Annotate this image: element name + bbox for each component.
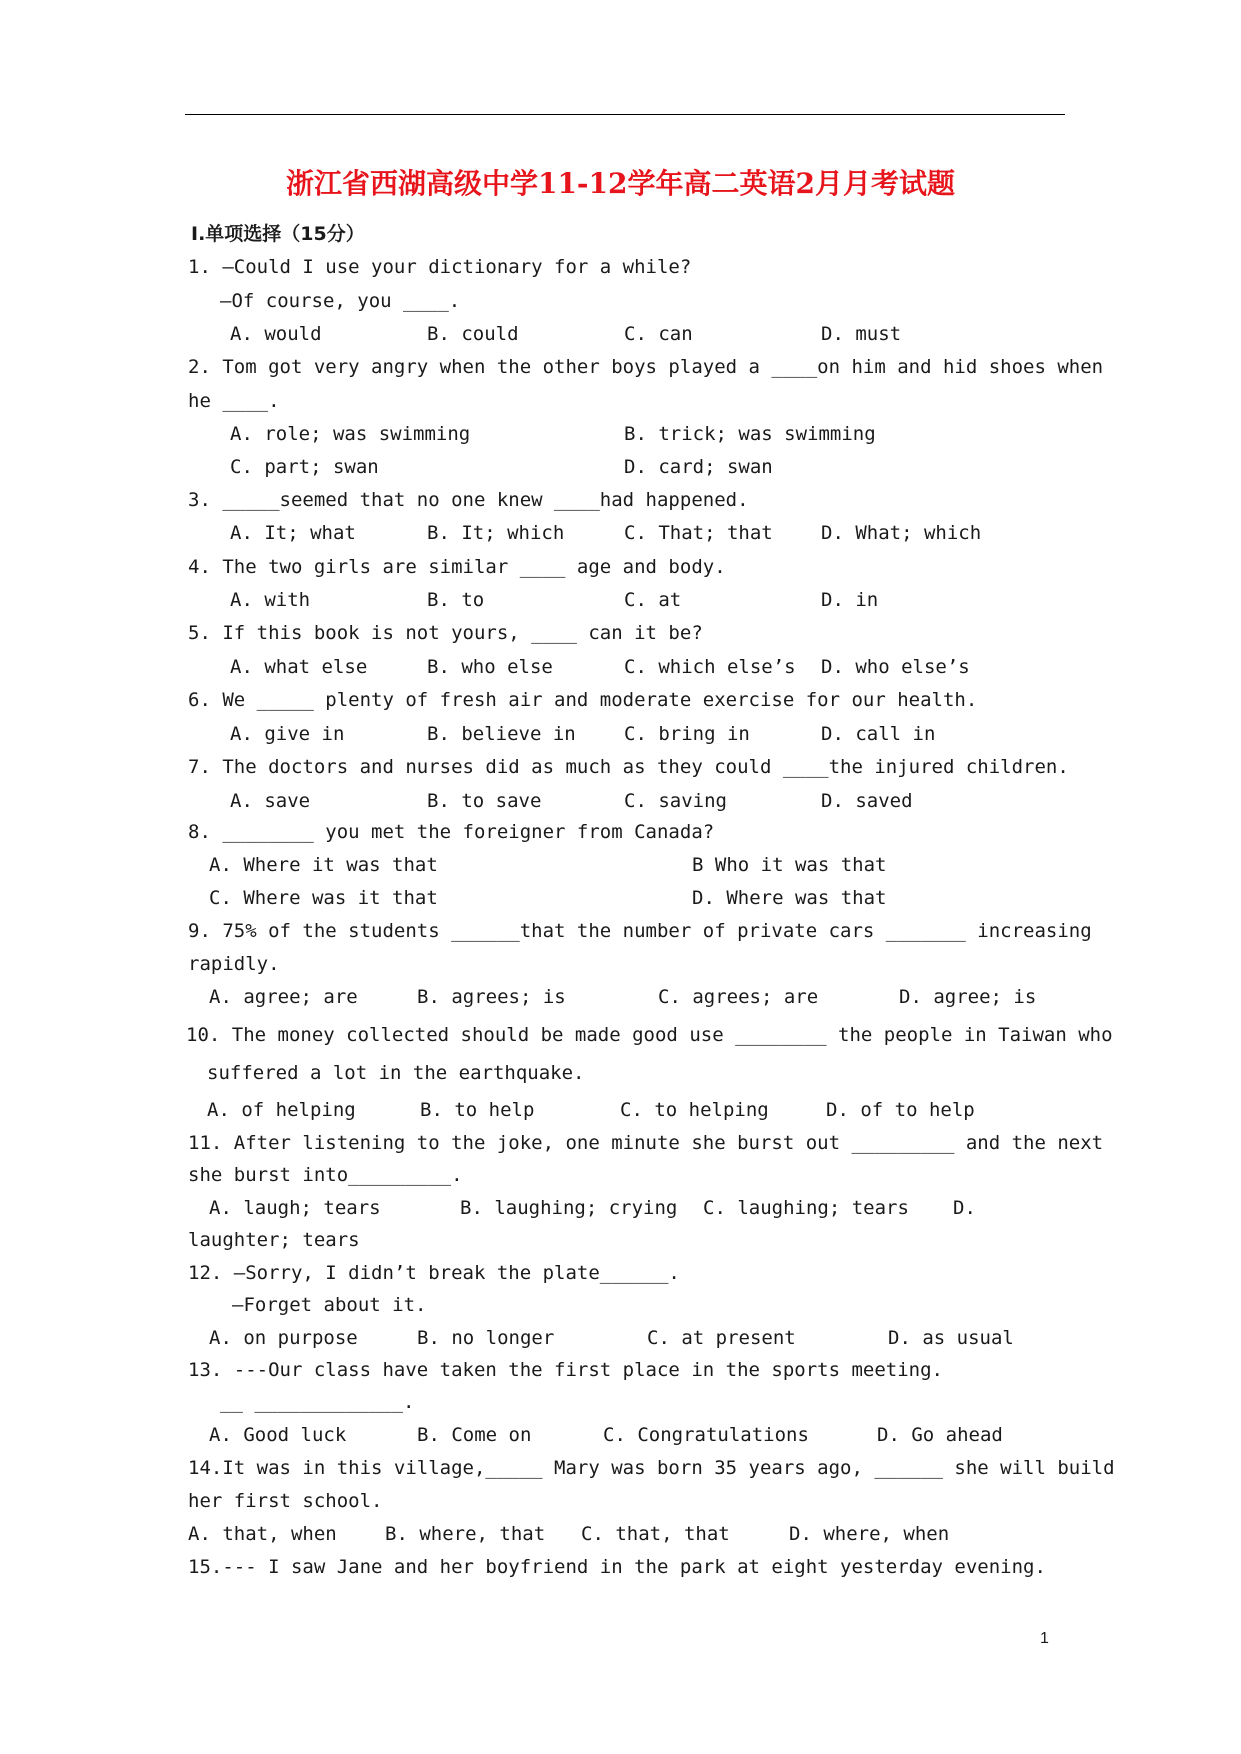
option: D. What; which	[821, 522, 982, 544]
option: A. Where it was that	[209, 854, 438, 876]
question-line: 8. ________ you met the foreigner from Canada?	[188, 821, 715, 843]
option: B. laughing; crying	[460, 1197, 678, 1219]
option: D. of to help	[826, 1099, 975, 1121]
option: B. no longer	[417, 1327, 555, 1349]
option: B. to help	[420, 1099, 535, 1121]
option: D. Where was that	[692, 887, 887, 909]
option: B. where, that	[385, 1523, 546, 1545]
option: C. part; swan	[230, 456, 379, 478]
option: C. agrees; are	[658, 986, 819, 1008]
question-line: 13. ---Our class have taken the first place in the sports meeting.	[188, 1359, 943, 1381]
option: D. must	[821, 323, 902, 345]
question-line: —Forget about it.	[232, 1294, 427, 1316]
option: A. agree; are	[209, 986, 358, 1008]
option: D. as usual	[888, 1327, 1014, 1349]
option: A. It; what	[230, 522, 356, 544]
question-line: her first school.	[188, 1490, 383, 1512]
option: C. at present	[647, 1327, 796, 1349]
option: B. It; which	[427, 522, 565, 544]
option: D. agree; is	[899, 986, 1037, 1008]
header-rule	[185, 114, 1065, 115]
option: C. saving	[624, 790, 727, 812]
page-title: 浙江省西湖高级中学11-12学年高二英语2月月考试题	[285, 167, 956, 200]
option: A. on purpose	[209, 1327, 358, 1349]
question-line: 3. _____seemed that no one knew ____had happened.	[188, 489, 749, 511]
option: A. would	[230, 323, 322, 345]
question-line: he ____.	[188, 390, 280, 412]
option: A. that, when	[188, 1523, 337, 1545]
question-line: suffered a lot in the earthquake.	[207, 1062, 585, 1084]
question-line: 2. Tom got very angry when the other boys played a ____on him and hid shoes when	[188, 356, 1104, 378]
option: D. where, when	[789, 1523, 950, 1545]
question-line: 9. 75% of the students ______that the number of private cars _______ increasing	[188, 920, 1092, 942]
option: A. give in	[230, 723, 345, 745]
question-line: 6. We _____ plenty of fresh air and moderate exercise for our health.	[188, 689, 978, 711]
option: B. could	[427, 323, 519, 345]
option: C. to helping	[620, 1099, 769, 1121]
question-line: 12. —Sorry, I didn’t break the plate______.	[188, 1262, 680, 1284]
option: C. at	[624, 589, 682, 611]
question-line: —Of course, you ____.	[220, 290, 461, 312]
option: A. with	[230, 589, 311, 611]
option: D. call in	[821, 723, 936, 745]
option: D. who else’s	[821, 656, 970, 678]
option: A. laugh; tears	[209, 1197, 381, 1219]
question-line: rapidly.	[188, 953, 280, 975]
question-line: 11. After listening to the joke, one minute she burst out _________ and the next	[188, 1132, 1104, 1154]
option: C. bring in	[624, 723, 750, 745]
option: B. believe in	[427, 723, 576, 745]
option: laughter; tears	[188, 1229, 360, 1251]
option: B Who it was that	[692, 854, 887, 876]
question-line: __ _____________.	[220, 1391, 415, 1413]
option: B. to	[427, 589, 485, 611]
section-heading: Ⅰ.单项选择（15分）	[191, 223, 365, 245]
option: D. in	[821, 589, 879, 611]
option: D. Go ahead	[877, 1424, 1003, 1446]
question-line: 7. The doctors and nurses did as much as they could ____the injured children.	[188, 756, 1069, 778]
option: C. Where was it that	[209, 887, 438, 909]
option: C. that, that	[581, 1523, 730, 1545]
option: C. That; that	[624, 522, 773, 544]
option: A. role; was swimming	[230, 423, 471, 445]
option: A. Good luck	[209, 1424, 347, 1446]
option: B. to save	[427, 790, 542, 812]
question-line: she burst into_________.	[188, 1164, 463, 1186]
option: A. save	[230, 790, 311, 812]
option: D. card; swan	[624, 456, 773, 478]
option: C. Congratulations	[603, 1424, 809, 1446]
option: C. can	[624, 323, 693, 345]
option: C. laughing; tears	[703, 1197, 909, 1219]
option: A. what else	[230, 656, 368, 678]
option: B. trick; was swimming	[624, 423, 876, 445]
page-number: 1	[1040, 1630, 1049, 1647]
question-line: 5. If this book is not yours, ____ can it be?	[188, 622, 703, 644]
option: B. agrees; is	[417, 986, 566, 1008]
option: D.	[953, 1197, 976, 1219]
question-line: 14.It was in this village,_____ Mary was born 35 years ago, ______ she will build	[188, 1457, 1115, 1479]
option: A. of helping	[207, 1099, 356, 1121]
question-line: 4. The two girls are similar ____ age and body.	[188, 556, 726, 578]
option: B. Come on	[417, 1424, 532, 1446]
question-line: 1. —Could I use your dictionary for a while?	[188, 256, 692, 278]
option: C. which else’s	[624, 656, 796, 678]
question-line: 10. The money collected should be made good use ________ the people in Taiwan who	[186, 1024, 1113, 1046]
option: B. who else	[427, 656, 553, 678]
option: D. saved	[821, 790, 913, 812]
question-line: 15.--- I saw Jane and her boyfriend in the park at eight yesterday evening.	[188, 1556, 1046, 1578]
